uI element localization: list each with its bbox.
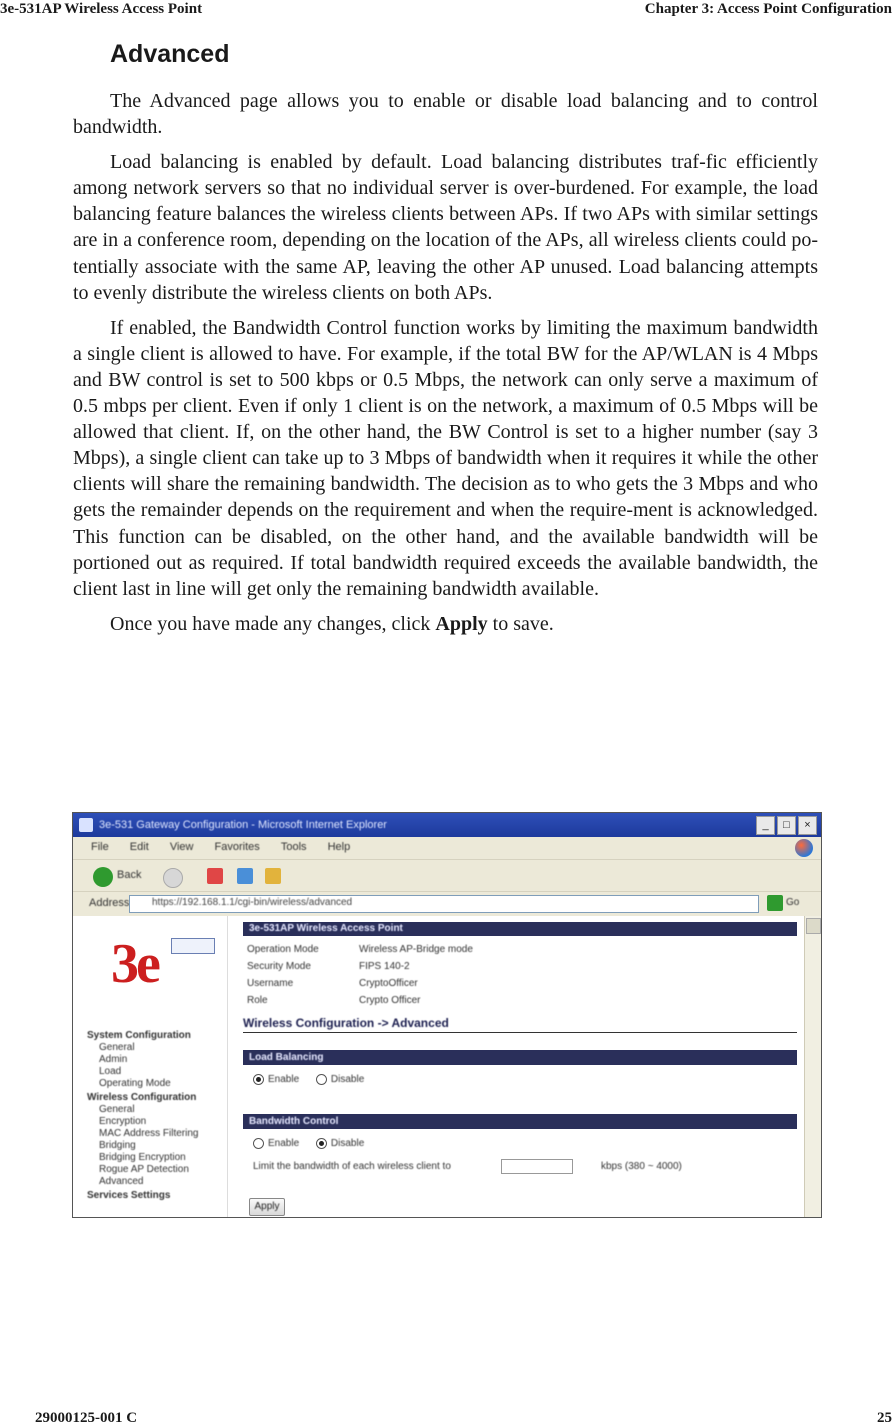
load-balancing-enable-label: Enable [268,1074,300,1085]
window-title-bar [73,813,821,837]
page-heading: Wireless Configuration -> Advanced [243,1016,449,1030]
info-value: FIPS 140-2 [359,961,410,972]
menu-file[interactable]: File [91,841,109,853]
load-balancing-disable-radio[interactable] [316,1074,327,1085]
bandwidth-control-bar [243,1114,797,1129]
section-title: Advanced [110,40,230,68]
sidebar-item-operating-mode[interactable]: Operating Mode [99,1078,171,1089]
apply-instruction-bold: Apply [435,612,488,635]
bandwidth-limit-input[interactable] [501,1159,573,1174]
heading-divider [243,1032,797,1033]
bandwidth-disable-label: Disable [330,1138,365,1149]
menu-view[interactable]: View [169,841,194,853]
load-balancing-options [253,1074,378,1085]
info-row [247,978,647,993]
stop-icon[interactable] [207,868,223,884]
back-arrow-icon[interactable] [93,867,113,887]
info-key: Role [247,995,268,1006]
info-key: Operation Mode [247,944,319,955]
footer-document-number: 29000125-001 C [35,1410,138,1426]
window-title: 3e-531 Gateway Configuration - Microsoft Internet Explorer [99,819,387,831]
paragraph-intro: The Advanced page allows you to enable or disable load balancing and to control bandwidth. [73,90,818,139]
sidebar-item-admin[interactable]: Admin [99,1054,128,1065]
sidebar-item-encryption[interactable]: Encryption [99,1116,147,1127]
running-header-right: Chapter 3: Access Point Configuration [644,1,892,17]
info-row [247,944,647,959]
load-balancing-title: Load Balancing [249,1052,324,1063]
bandwidth-enable-radio[interactable] [253,1138,264,1149]
close-button[interactable]: × [798,816,817,835]
menu-bar [73,837,821,859]
sidebar-item-bridging[interactable]: Bridging [99,1140,136,1151]
menu-tools[interactable]: Tools [280,841,307,853]
bandwidth-limit-label: Limit the bandwidth of each wireless client to [253,1161,451,1172]
windows-logo-icon [795,839,813,857]
running-header-left: 3e-531AP Wireless Access Point [0,1,203,17]
ap-title-bar [243,922,797,936]
apply-instruction-after: to save. [487,612,554,635]
bandwidth-limit-hint: kbps (380 ~ 4000) [601,1161,682,1172]
vertical-scrollbar[interactable] [804,916,821,1217]
logo-badge [171,938,215,954]
logo-3e: 3e [111,933,158,995]
sidebar [73,916,228,1217]
sidebar-item-wireless-general[interactable]: General [99,1104,135,1115]
sidebar-item-general[interactable]: General [99,1042,135,1053]
go-arrow-icon[interactable] [767,895,783,911]
info-value: CryptoOfficer [359,978,418,989]
sidebar-item-bridging-encryption[interactable]: Bridging Encryption [99,1152,186,1163]
body-text [73,88,818,646]
bandwidth-disable-radio[interactable] [316,1138,327,1149]
paragraph-bandwidth-control: If enabled, the Bandwidth Control function works by limiting the maximum bandwidth a single client is allowed to have. For example, if the total BW for the AP/WLAN is 4 Mbps and BW control is set to 500 kbps or 0.5 Mbps, the network can only serve a maximum of 0.5 mbps per client. Even if only 1 client is on the network, a maximum of 0.5 Mbps will be allowed that client. If, on the other hand, the BW Control is set to a higher number (say 3 Mbps), a single client can take up to 3 Mbps of bandwidth when it requires it while the other clients will share the remaining bandwidth. The decision as to who gets the 3 Mbps and who gets the remainder depends on the requirement and when the require-ment is acknowledged. This function can be disabled, on the other hand, and the available bandwidth will be portioned out as required. If total bandwidth required exceeds the available bandwidth, the client last in line will get only the remaining bandwidth available. [73,316,818,600]
bandwidth-limit-row [253,1161,682,1172]
toolbar [73,859,821,892]
menu-favorites[interactable]: Favorites [214,841,260,853]
maximize-button[interactable]: □ [777,816,796,835]
paragraph-apply-instruction [73,611,818,637]
home-icon[interactable] [265,868,281,884]
address-label: Address [89,897,130,909]
info-value: Crypto Officer [359,995,421,1006]
ap-title: 3e-531AP Wireless Access Point [249,923,403,934]
address-bar [73,891,821,917]
info-row [247,995,647,1010]
info-row [247,961,647,976]
sidebar-heading-services-settings[interactable]: Services Settings [87,1190,171,1201]
paragraph-load-balancing: Load balancing is enabled by default. Load balancing distributes traf-fic efficiently among network servers so that no individual server is over-burdened. For example, the load balancing feature balances the wireless clients between APs. If two APs with similar settings are in a conference room, depending on the location of the APs, all wireless clients could po-tentially associate with the same AP, leaving the other AP unused. Load balancing attempts to evenly distribute the wireless clients on both APs. [73,151,818,304]
menu-help[interactable]: Help [327,841,351,853]
bandwidth-control-title: Bandwidth Control [249,1116,339,1127]
menu-edit[interactable]: Edit [129,841,149,853]
apply-button-label: Apply [254,1201,280,1212]
back-button-label[interactable]: Back [117,869,142,881]
info-key: Username [247,978,294,989]
address-input[interactable] [129,895,759,913]
sidebar-item-mac-filtering[interactable]: MAC Address Filtering [99,1128,199,1139]
scroll-up-arrow-icon[interactable] [806,918,821,934]
apply-instruction-before: Once you have made any changes, click [110,612,436,635]
ie-window-icon [79,818,93,832]
main-panel [243,916,797,1217]
footer-page-number: 25 [877,1410,892,1426]
bandwidth-enable-label: Enable [268,1138,300,1149]
sidebar-heading-system-configuration[interactable]: System Configuration [87,1030,191,1041]
go-button-label[interactable]: Go [786,897,800,908]
address-url: https://192.168.1.1/cgi-bin/wireless/advanced [152,897,353,908]
forward-arrow-icon[interactable] [163,868,183,888]
screenshot-figure [72,812,822,1218]
bandwidth-control-options [253,1138,378,1149]
sidebar-heading-wireless-configuration[interactable]: Wireless Configuration [87,1092,197,1103]
info-key: Security Mode [247,961,311,972]
apply-button[interactable] [249,1198,285,1216]
load-balancing-enable-radio[interactable] [253,1074,264,1085]
sidebar-item-rogue-ap[interactable]: Rogue AP Detection [99,1164,189,1175]
sidebar-item-advanced[interactable]: Advanced [99,1176,144,1187]
load-balancing-disable-label: Disable [330,1074,365,1085]
minimize-button[interactable]: _ [756,816,775,835]
info-value: Wireless AP-Bridge mode [359,944,473,955]
sidebar-item-load[interactable]: Load [99,1066,122,1077]
load-balancing-bar [243,1050,797,1065]
refresh-icon[interactable] [237,868,253,884]
page-content [73,916,821,1217]
